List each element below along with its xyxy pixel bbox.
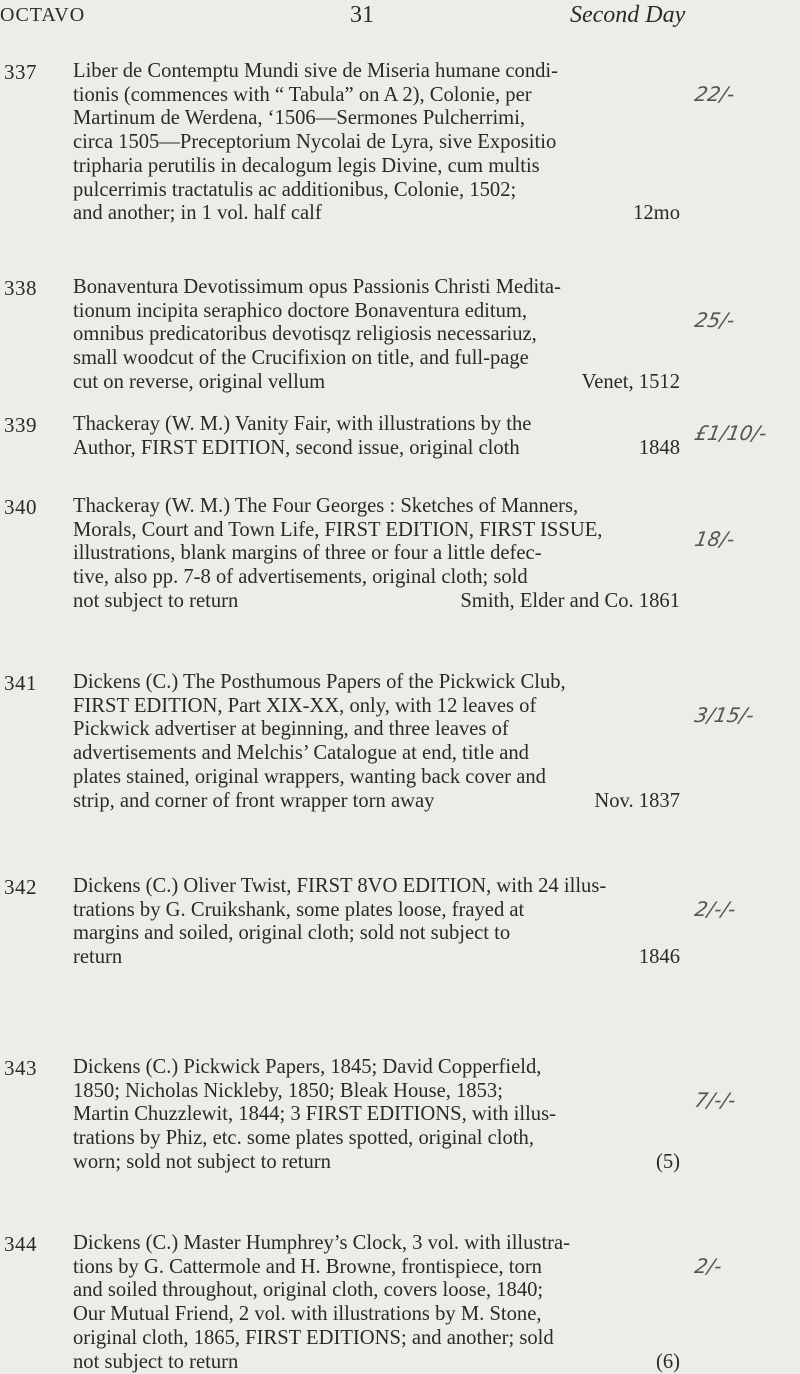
description-line: not subject to return (6) bbox=[73, 1350, 680, 1373]
description-line: Thackeray (W. M.) The Four Georges : Sketches of Manners, bbox=[73, 495, 579, 517]
handwritten-price: 22/- bbox=[692, 82, 737, 106]
description-line: Martin Chuzzlewit, 1844; 3 FIRST EDITIONS, with illus- bbox=[73, 1103, 556, 1126]
handwritten-price: £1/10/- bbox=[692, 421, 769, 445]
description-line: Pickwick advertiser at beginning, and three leaves of bbox=[73, 718, 509, 741]
description-line: worn; sold not subject to return (5) bbox=[73, 1150, 680, 1173]
description-line: plates stained, original wrappers, wanting back cover and bbox=[73, 765, 546, 788]
lot-number: 344 bbox=[4, 1232, 37, 1256]
description-line: Bonaventura Devotissimum opus Passionis Christi Medita- bbox=[73, 276, 561, 298]
description-line: original cloth, 1865, FIRST EDITIONS; and another; sold bbox=[73, 1326, 554, 1349]
description-line: tive, also pp. 7-8 of advertisements, original cloth; sold bbox=[73, 566, 528, 589]
description-line: circa 1505—Preceptorium Nycolai de Lyra, sive Expositio bbox=[73, 131, 557, 154]
lot-number: 338 bbox=[4, 276, 37, 300]
description-line: not subject to return Smith, Elder and Co. 1861 bbox=[73, 589, 680, 612]
imprint: 1846 bbox=[638, 946, 680, 969]
description-line: pulcerrimis tractatulis ac additionibus, Colonie, 1502; bbox=[73, 178, 517, 201]
description-line: small woodcut of the Crucifixion on title, and full-page bbox=[73, 347, 529, 370]
description-line: and another; in 1 vol. half calf 12mo bbox=[73, 202, 680, 225]
description-line: Author, FIRST EDITION, second issue, original cloth 1848 bbox=[73, 436, 680, 459]
description-line: tripharia perutilis in decalogum legis Divine, cum multis bbox=[73, 154, 540, 177]
description-line: trations by G. Cruikshank, some plates loose, frayed at bbox=[73, 898, 525, 921]
lot-description bbox=[73, 276, 680, 395]
handwritten-price: 3/15/- bbox=[692, 703, 756, 727]
description-line: and soiled throughout, original cloth, covers loose, 1840; bbox=[73, 1279, 544, 1302]
handwritten-price: 7/-/- bbox=[692, 1088, 738, 1112]
description-line: Thackeray (W. M.) Vanity Fair, with illustrations by the bbox=[73, 413, 532, 435]
description-line: tions by G. Cattermole and H. Browne, frontispiece, torn bbox=[73, 1255, 542, 1278]
description-line: margins and soiled, original cloth; sold not subject to bbox=[73, 922, 511, 945]
description-line: Our Mutual Friend, 2 vol. with illustrations by M. Stone, bbox=[73, 1303, 542, 1326]
lot-number: 341 bbox=[4, 671, 37, 695]
handwritten-price: 25/- bbox=[692, 308, 737, 332]
description-line: Dickens (C.) The Posthumous Papers of the Pickwick Club, bbox=[73, 671, 566, 693]
day-heading: Second Day bbox=[570, 2, 686, 28]
imprint: (6) bbox=[655, 1350, 680, 1373]
lot-number: 337 bbox=[4, 60, 37, 84]
lot-description bbox=[73, 1056, 680, 1175]
imprint: 1848 bbox=[638, 436, 680, 459]
description-line: FIRST EDITION, Part XIX-XX, only, with 12 leaves of bbox=[73, 694, 537, 717]
lot-description bbox=[73, 413, 680, 460]
description-line: advertisements and Melchis’ Catalogue at end, title and bbox=[73, 742, 529, 765]
imprint: (5) bbox=[655, 1150, 680, 1173]
handwritten-price: 18/- bbox=[692, 527, 737, 551]
lot-description bbox=[73, 875, 680, 970]
lot-description bbox=[73, 671, 680, 813]
description-line: Liber de Contemptu Mundi sive de Miseria humane condi- bbox=[73, 60, 558, 82]
description-line: Dickens (C.) Master Humphrey’s Clock, 3 vol. with illustra- bbox=[73, 1232, 571, 1254]
description-line: Dickens (C.) Pickwick Papers, 1845; David Copperfield, bbox=[73, 1056, 542, 1078]
imprint: Smith, Elder and Co. 1861 bbox=[460, 589, 680, 612]
description-line: Morals, Court and Town Life, FIRST EDITION, FIRST ISSUE, bbox=[73, 518, 603, 541]
format-heading: OCTAVO bbox=[0, 4, 86, 26]
lot-description bbox=[73, 60, 680, 226]
description-line: omnibus predicatoribus devotisqz religiosis necessariuz, bbox=[73, 323, 537, 346]
lot-number: 343 bbox=[4, 1056, 37, 1080]
page-header bbox=[0, 0, 800, 60]
format-size: 12mo bbox=[633, 202, 680, 225]
description-line: trations by Phiz, etc. some plates spotted, original cloth, bbox=[73, 1127, 534, 1150]
imprint: Nov. 1837 bbox=[594, 789, 680, 812]
description-line: cut on reverse, original vellum Venet, 1512 bbox=[73, 370, 680, 393]
description-line: return 1846 bbox=[73, 946, 680, 969]
lot-number: 342 bbox=[4, 875, 37, 899]
description-line: Dickens (C.) Oliver Twist, FIRST 8VO EDITION, with 24 illus- bbox=[73, 875, 607, 897]
handwritten-price: 2/-/- bbox=[692, 897, 738, 921]
imprint: Venet, 1512 bbox=[581, 370, 680, 393]
lot-number: 340 bbox=[4, 495, 37, 519]
description-line: strip, and corner of front wrapper torn away Nov. 1837 bbox=[73, 789, 680, 812]
description-line: illustrations, blank margins of three or four a little defec- bbox=[73, 542, 542, 565]
description-line: tionum incipita seraphico doctore Bonaventura editum, bbox=[73, 299, 528, 322]
lot-description bbox=[73, 1232, 680, 1374]
handwritten-price: 2/- bbox=[692, 1254, 724, 1278]
page-number: 31 bbox=[350, 2, 374, 28]
lot-number: 339 bbox=[4, 413, 37, 437]
lot-description bbox=[73, 495, 680, 614]
description-line: 1850; Nicholas Nickleby, 1850; Bleak House, 1853; bbox=[73, 1079, 503, 1102]
description-line: tionis (commences with “ Tabula” on A 2), Colonie, per bbox=[73, 83, 532, 106]
description-line: Martinum de Werdena, ‘1506—Sermones Pulcherrimi, bbox=[73, 107, 526, 130]
